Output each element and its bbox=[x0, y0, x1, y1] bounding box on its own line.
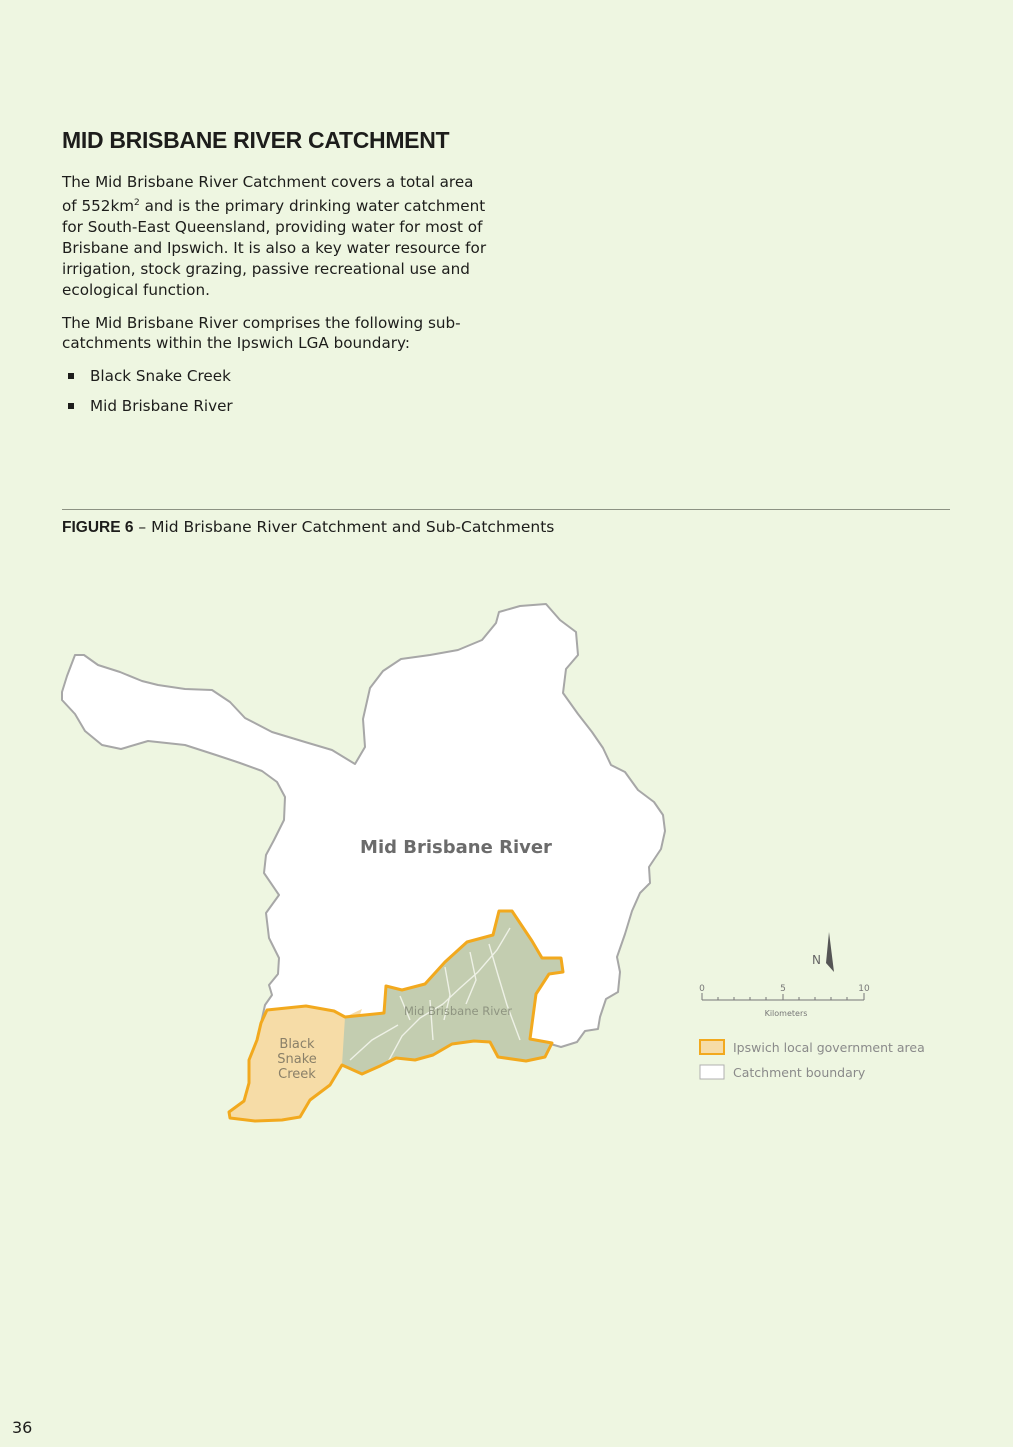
map-legend bbox=[700, 1040, 925, 1080]
list-item: Mid Brisbane River bbox=[62, 396, 487, 417]
north-arrow-icon bbox=[826, 932, 834, 972]
figure-title: Mid Brisbane River Catchment and Sub-Catchments bbox=[151, 518, 555, 536]
scale-unit: Kilometers bbox=[764, 1009, 808, 1018]
scale-tick-5: 5 bbox=[780, 984, 786, 994]
scale-tick-0: 0 bbox=[699, 984, 705, 994]
intro-text-a: The Mid Brisbane River Catchment covers a total area of 552km bbox=[62, 173, 474, 215]
superscript-2: 2 bbox=[134, 197, 140, 208]
figure-label: FIGURE 6 bbox=[62, 519, 134, 536]
legend-swatch-lga bbox=[700, 1040, 724, 1054]
page-heading: MID BRISBANE RIVER CATCHMENT bbox=[62, 127, 450, 153]
north-label: N bbox=[812, 953, 821, 967]
figure-separator: – bbox=[133, 518, 152, 536]
north-arrow bbox=[812, 932, 834, 972]
map-label-black-snake-3: Creek bbox=[278, 1067, 316, 1082]
scale-tick-10: 10 bbox=[858, 984, 870, 994]
map-label-black-snake-2: Snake bbox=[277, 1052, 317, 1067]
legend-label-lga: Ipswich local government area bbox=[733, 1040, 925, 1055]
map-label-mid-brisbane-river: Mid Brisbane River bbox=[360, 837, 552, 858]
legend-label-catchment: Catchment boundary bbox=[733, 1065, 866, 1080]
scale-bar bbox=[702, 993, 864, 1000]
legend-swatch-catchment bbox=[700, 1065, 724, 1079]
map-label-black-snake-1: Black bbox=[279, 1037, 315, 1052]
list-item: Black Snake Creek bbox=[62, 366, 487, 387]
page-number: 36 bbox=[12, 1418, 33, 1437]
map-label-mid-brisbane-sub: Mid Brisbane River bbox=[403, 1004, 513, 1018]
intro-text-b: and is the primary drinking water catchment for South-East Queensland, providing water for most of Brisbane and Ipswich. It is also a key water resource for irrigation, stock grazing, passive recreational use and ecological function. bbox=[62, 196, 487, 299]
subcatchment-intro: The Mid Brisbane River comprises the following sub-catchments within the Ipswich LGA boundary: bbox=[62, 313, 461, 353]
